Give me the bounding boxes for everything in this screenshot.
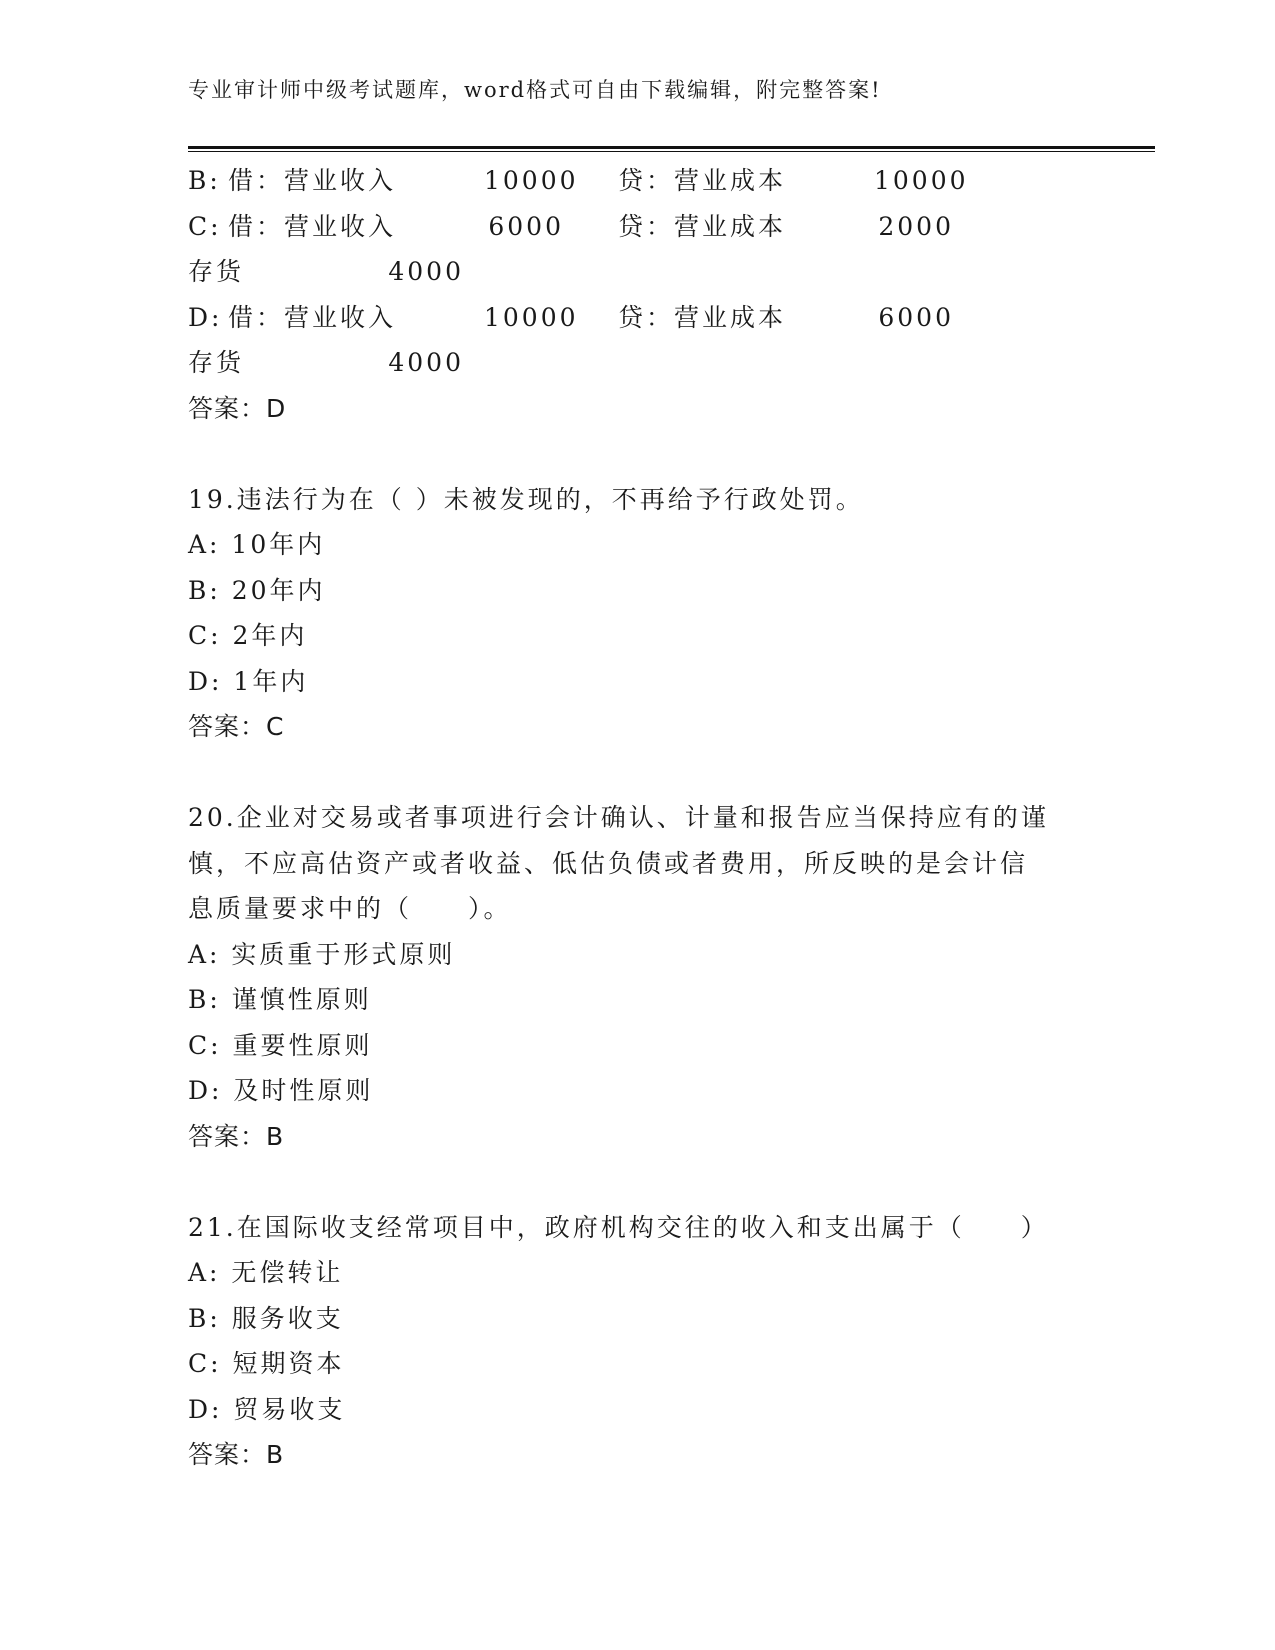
option-d: D: 及时性原则 [188,1076,374,1105]
question-stem-line: 息质量要求中的（ ）。 [188,894,512,923]
credit-account: 贷：营业成本 [618,302,787,332]
header-note: 专业审计师中级考试题库，word格式可自由下载编辑，附完整答案! [188,78,882,102]
option-b: B: 服务收支 [188,1303,344,1333]
debit-account: 借：营业收入 [228,302,397,332]
option-c: C: 2年内 [188,621,308,650]
option-d-inventory [188,340,1148,386]
option-d-entry [188,295,1148,341]
credit-amount: 10000 [874,166,969,195]
credit-amount: 6000 [878,302,954,332]
option-d: D: 贸易收支 [188,1394,346,1424]
document-body [188,158,1148,1478]
credit-account: 贷：营业成本 [618,211,787,241]
credit-amount: 2000 [878,211,954,241]
debit-amount: 10000 [484,302,579,332]
option-c-inventory [188,249,1148,295]
spacer [188,431,1148,477]
debit-account: 借：营业收入 [228,211,397,241]
option-label: C: [188,211,222,241]
spacer [188,750,1148,796]
inventory-account: 存货 [188,348,245,377]
option-a: A: 10年内 [188,530,326,559]
header-divider [188,146,1155,152]
question-stem: 19.违法行为在（ ）未被发现的，不再给予行政处罚。 [188,484,864,514]
question-stem-line: 20.企业对交易或者事项进行会计确认、计量和报告应当保持应有的谨 [188,803,1049,832]
inventory-amount: 4000 [388,257,464,286]
option-label: D: [188,302,223,332]
option-a: A: 实质重于形式原则 [188,939,456,969]
option-b: B: 20年内 [188,575,326,605]
option-a: A: 无偿转让 [188,1258,344,1287]
answer-line: 答案：D [188,393,287,423]
question-stem-line: 慎，不应高估资产或者收益、低估负债或者费用，所反映的是会计信 [188,848,1029,878]
answer-line: 答案：B [188,1121,285,1151]
option-b-entry [188,158,1148,204]
answer-line: 答案：B [188,1440,285,1469]
debit-account: 借：营业收入 [228,166,397,195]
debit-amount: 6000 [488,211,564,241]
option-d: D: 1年内 [188,666,309,696]
option-c: C: 重要性原则 [188,1030,373,1060]
option-c-entry [188,204,1148,250]
debit-amount: 10000 [484,166,579,195]
credit-account: 贷：营业成本 [618,166,787,195]
option-b: B: 谨慎性原则 [188,985,372,1014]
answer-line: 答案：C [188,712,285,741]
question-stem: 21.在国际收支经常项目中，政府机构交往的收入和支出属于（ ） [188,1212,1049,1242]
spacer [188,1159,1148,1205]
option-c: C: 短期资本 [188,1349,345,1378]
inventory-amount: 4000 [388,348,464,377]
option-label: B: [188,166,221,195]
inventory-account: 存货 [188,257,245,286]
